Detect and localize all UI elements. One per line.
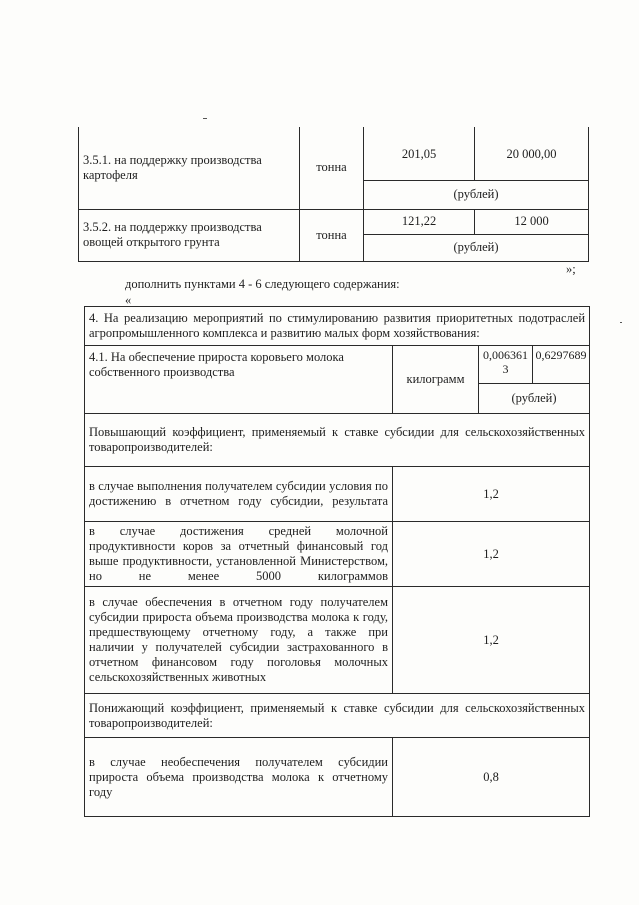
row-unit: тонна (300, 209, 364, 261)
increasing-condition-text: в случае достижения средней молочной продуктивности коров за отчетный финансовый год выше продуктивности, установленной Министерством, но не менее 5000 килограммов (85, 522, 393, 587)
item-4-1-value-2-text: 0,6297689 (535, 348, 587, 362)
increasing-coefficient-value: 1,2 (393, 587, 590, 694)
increasing-condition-text: в случае выполнения получателем субсидии условия по достижению в отчетном году субсидии, результата (85, 467, 393, 522)
table-row (85, 346, 590, 384)
row-note: (рублей) (364, 180, 589, 209)
increasing-coefficient-value: 1,2 (393, 467, 590, 522)
item-4-1-value-2 (533, 346, 590, 384)
subsidy-table-3-5 (78, 127, 589, 262)
row-value-1: 121,22 (364, 209, 475, 234)
table-row (85, 467, 590, 522)
section-4-title: 4. На реализацию мероприятий по стимулированию развития приоритетных подотраслей агропромышленного комплекса и развитию малых форм хозяйствования: (85, 307, 590, 346)
table-row (85, 414, 590, 467)
table-row (85, 522, 590, 587)
row-note: (рублей) (364, 234, 589, 261)
item-4-1-note: (рублей) (479, 384, 590, 414)
table-row (79, 209, 589, 234)
increasing-coefficient-header: Повышающий коэффициент, применяемый к ставке субсидии для сельскохозяйственных товаропроизводителей: (85, 414, 590, 467)
item-4-1-value-1 (479, 346, 533, 384)
increasing-condition-text: в случае обеспечения в отчетном году получателем субсидии прироста объема производства молока к году, предшествующему отчетному году, а также при наличии у получателей субсидии застрахованного в отчетном финансовом году поголовья молочных сельскохозяйственных животных (85, 587, 393, 694)
item-4-1-unit: килограмм (393, 346, 479, 414)
table-row (85, 587, 590, 694)
decreasing-coefficient-value: 0,8 (393, 738, 590, 817)
item-4-1-value-1-text: 0,0063613 (483, 348, 528, 376)
subsidy-table-4 (84, 306, 590, 817)
intro-text: дополнить пунктами 4 - 6 следующего содержания: (125, 277, 400, 291)
row-value-2: 12 000 (475, 209, 589, 234)
item-4-1-label: 4.1. На обеспечение прироста коровьего молока собственного производства (85, 346, 393, 414)
decreasing-condition-text: в случае необеспечения получателем субсидии прироста объема производства молока к отчетному году (85, 738, 393, 817)
increasing-coefficient-value: 1,2 (393, 522, 590, 587)
row-value-1: 201,05 (364, 127, 475, 180)
decreasing-coefficient-header: Понижающий коэффициент, применяемый к ставке субсидии для сельскохозяйственных товаропроизводителей: (85, 694, 590, 738)
row-value-2: 20 000,00 (475, 127, 589, 180)
scan-speck (203, 118, 207, 119)
closing-quote: »; (566, 262, 576, 276)
opening-quote: « (125, 293, 132, 307)
table-row (79, 127, 589, 180)
table-row (85, 694, 590, 738)
scan-speck (620, 322, 622, 323)
row-label-3-5-2: 3.5.2. на поддержку производства овощей открытого грунта (79, 209, 300, 261)
table-row (85, 738, 590, 817)
row-label-3-5-1: 3.5.1. на поддержку производства картофеля (79, 127, 300, 209)
row-unit: тонна (300, 127, 364, 209)
table-row (85, 307, 590, 346)
